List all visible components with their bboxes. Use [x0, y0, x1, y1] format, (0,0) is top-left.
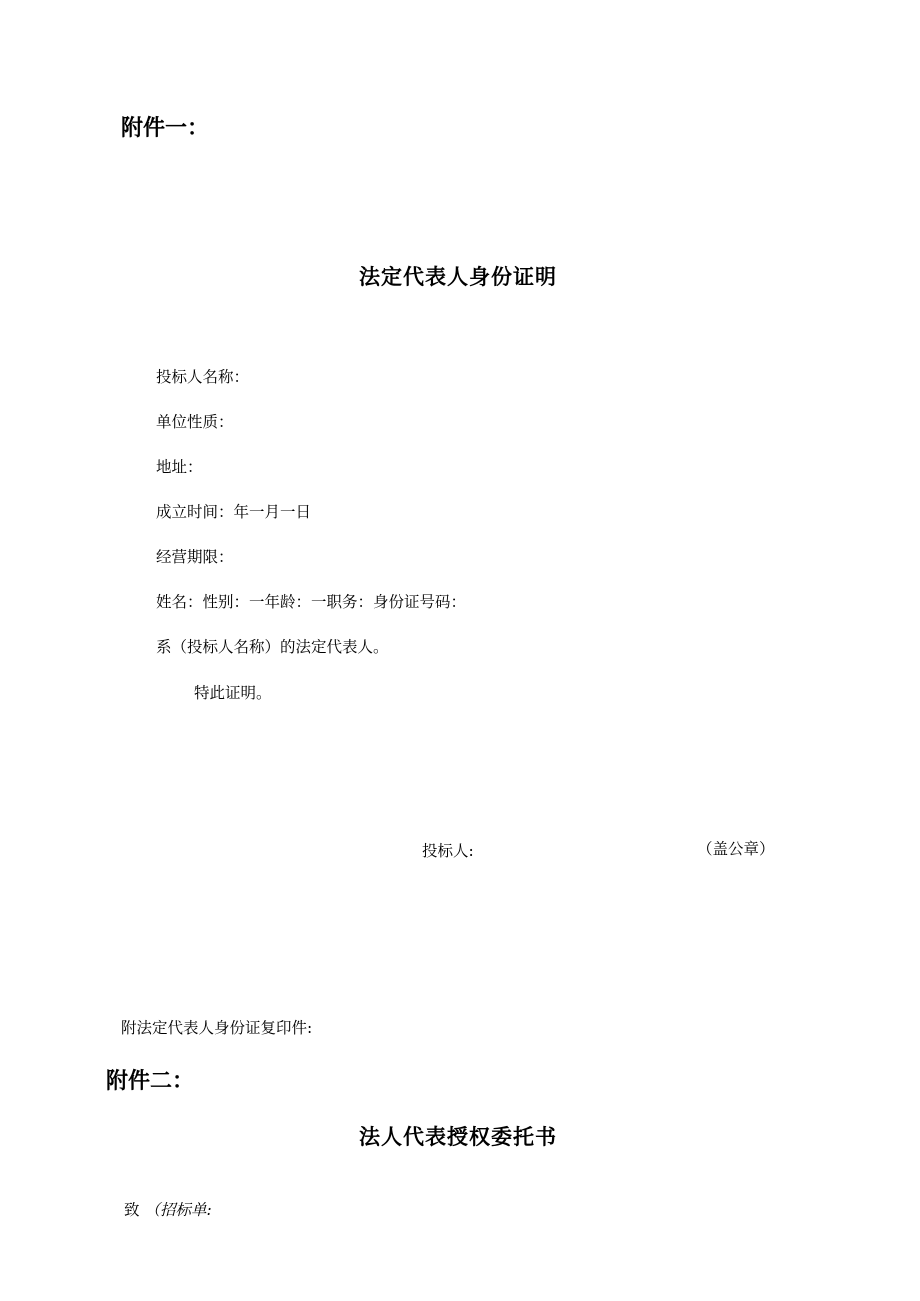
addressee-line: [124, 1203, 212, 1219]
bidder-name-field: 投标人名称：: [156, 368, 250, 386]
company-seal-label: （盖公章）: [697, 840, 775, 858]
addressee-recipient: （招标单:: [144, 1201, 212, 1219]
attachment-one-heading: 附件一：: [121, 115, 210, 141]
attachment-two-heading: 附件二：: [106, 1068, 195, 1094]
established-date-field: 成立时间：年一月一日: [156, 503, 312, 521]
legal-rep-statement: 系（投标人名称）的法定代表人。: [156, 638, 389, 656]
authorization-letter-title: 法人代表授权委托书: [359, 1124, 557, 1149]
unit-nature-field: 单位性质：: [156, 413, 234, 431]
legal-rep-id-title: 法定代表人身份证明: [359, 264, 557, 289]
addressee-prefix: 致: [124, 1201, 140, 1219]
certify-statement: 特此证明。: [194, 684, 272, 702]
id-copy-note: 附法定代表人身份证复印件:: [121, 1019, 313, 1037]
person-info-field: 姓名：性别：一年龄：一职务：身份证号码：: [156, 593, 467, 611]
address-field: 地址：: [156, 458, 203, 476]
operating-period-field: 经营期限：: [156, 548, 234, 566]
bidder-signature-label: 投标人:: [422, 842, 474, 860]
